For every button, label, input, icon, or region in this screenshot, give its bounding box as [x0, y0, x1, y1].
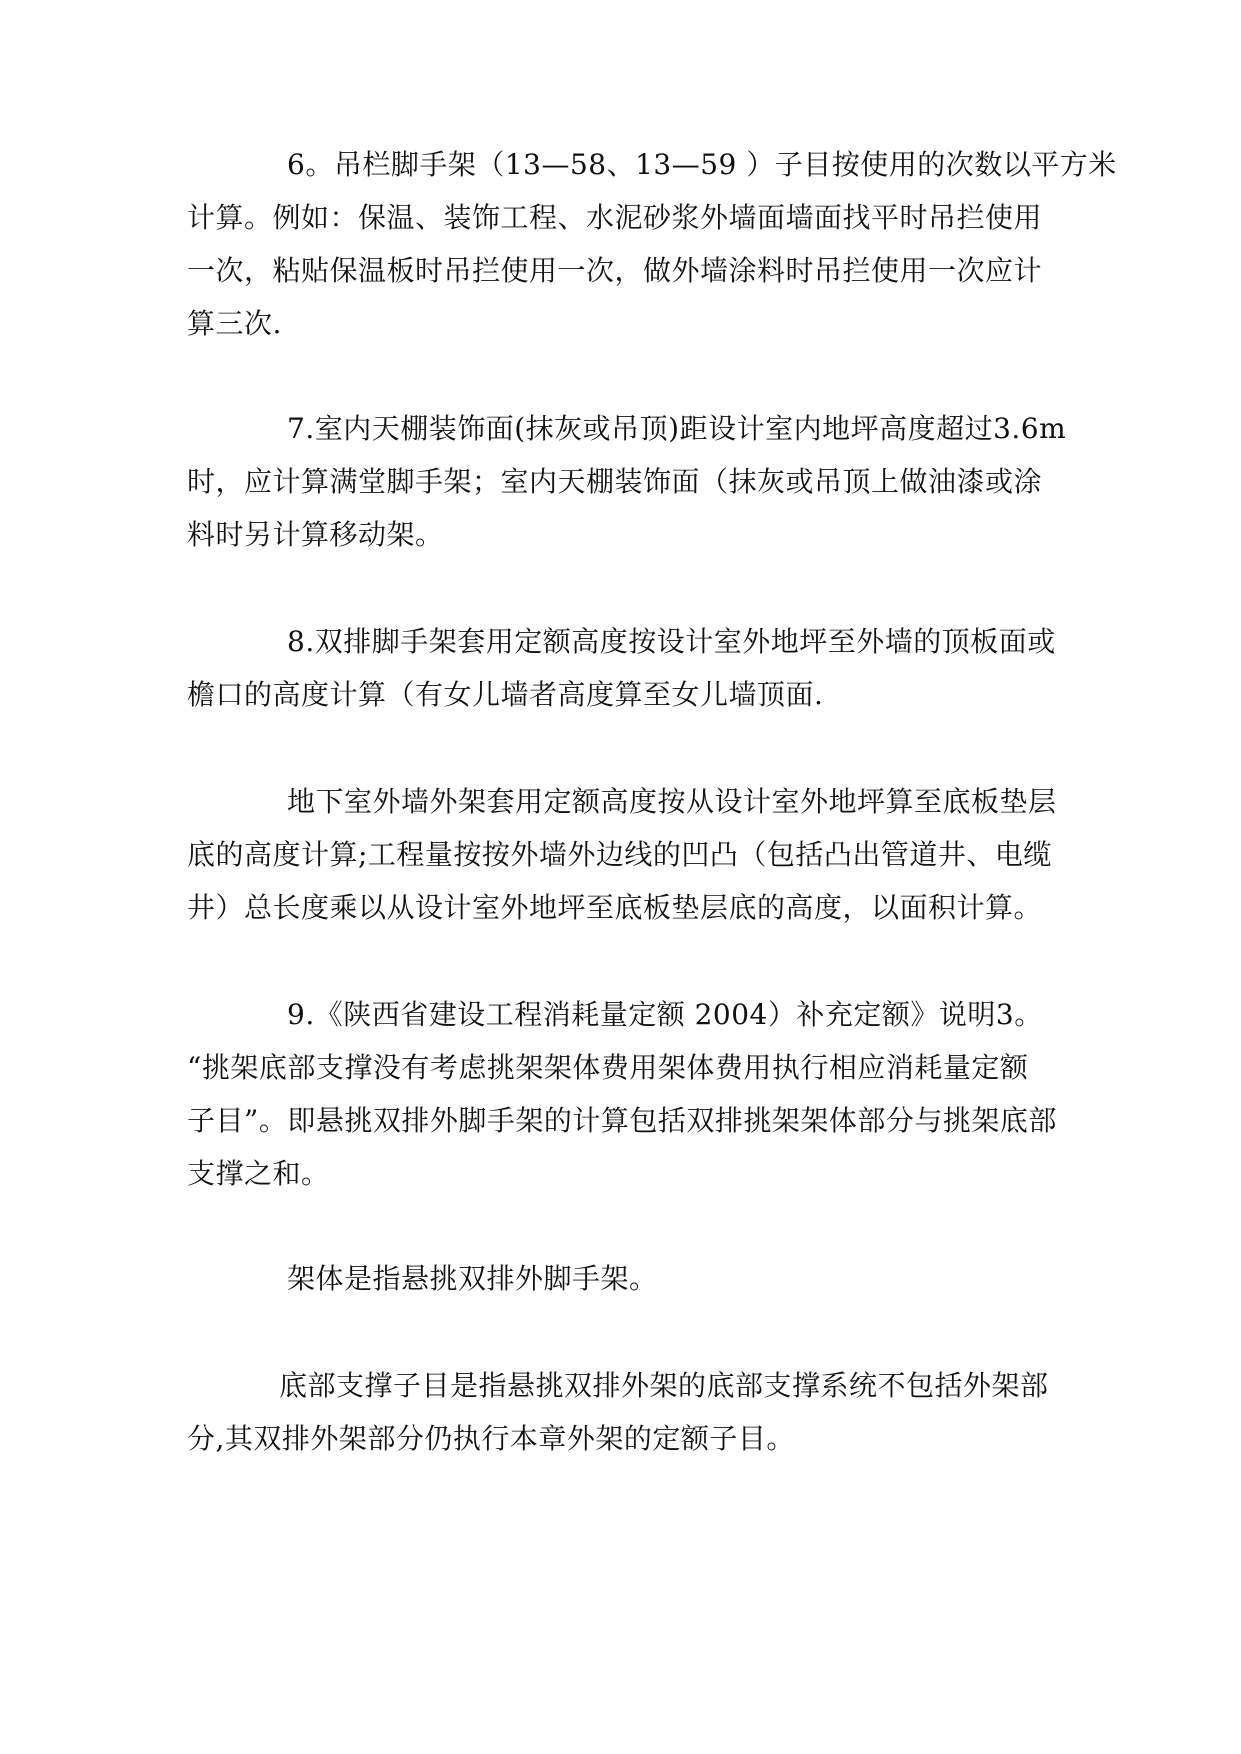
text-line: 料时另计算移动架。: [187, 518, 444, 551]
paragraph-9-supplementary-quota: [187, 1000, 1082, 1189]
text-line: 地下室外墙外架套用定额高度按从设计室外地坪算至底板垫层: [287, 785, 1057, 818]
text-line: “挑架底部支撑没有考虑挑架架体费用架体费用执行相应消耗量定额: [187, 1051, 1029, 1084]
paragraph-6-hanging-scaffold: [187, 148, 1117, 340]
text-line: 7.室内天棚装饰面(抹灰或吊顶)距设计室内地坪高度超过3.6m: [287, 412, 1067, 445]
paragraph-frame-body: [187, 1264, 1082, 1294]
text-line: 底部支撑子目是指悬挑双排外架的底部支撑系统不包括外架部: [279, 1369, 1049, 1402]
text-line: 支撑之和。: [187, 1157, 330, 1190]
text-line: 9.《陕西省建设工程消耗量定额 2004）补充定额》说明3。: [287, 998, 1043, 1031]
text-line: 算三次.: [187, 307, 282, 340]
text-line: 架体是指悬挑双排外脚手架。: [287, 1262, 658, 1295]
text-line: 时，应计算满堂脚手架；室内天棚装饰面（抹灰或吊顶上做油漆或涂: [187, 465, 1043, 498]
text-line: 檐口的高度计算（有女儿墙者高度算至女儿墙顶面.: [187, 678, 824, 711]
paragraph-7-ceiling-scaffold: [187, 414, 1082, 550]
paragraph-bottom-support: [187, 1371, 1082, 1454]
text-line: 底的高度计算;工程量按按外墙外边线的凹凸（包括凸出管道井、电缆: [187, 838, 1052, 871]
text-line: 分,其双排外架部分仍执行本章外架的定额子目。: [187, 1422, 795, 1455]
text-line: 6。吊栏脚手架（13—58、13—59 ）子目按使用的次数以平方米: [287, 148, 1117, 181]
text-line: 井）总长度乘以从设计室外地坪至底板垫层底的高度，以面积计算。: [187, 891, 1043, 924]
text-line: 计算。例如：保温、装饰工程、水泥砂浆外墙面墙面找平时吊拦使用: [187, 201, 1043, 234]
paragraph-basement-scaffold: [187, 787, 1082, 923]
text-line: 一次，粘贴保温板时吊拦使用一次，做外墙涂料时吊拦使用一次应计: [187, 254, 1043, 287]
text-line: 子目”。即悬挑双排外脚手架的计算包括双排挑架架体部分与挑架底部: [187, 1104, 1057, 1137]
paragraph-8-double-row-scaffold: [187, 627, 1082, 710]
text-line: 8.双排脚手架套用定额高度按设计室外地坪至外墙的顶板面或: [287, 625, 1056, 658]
